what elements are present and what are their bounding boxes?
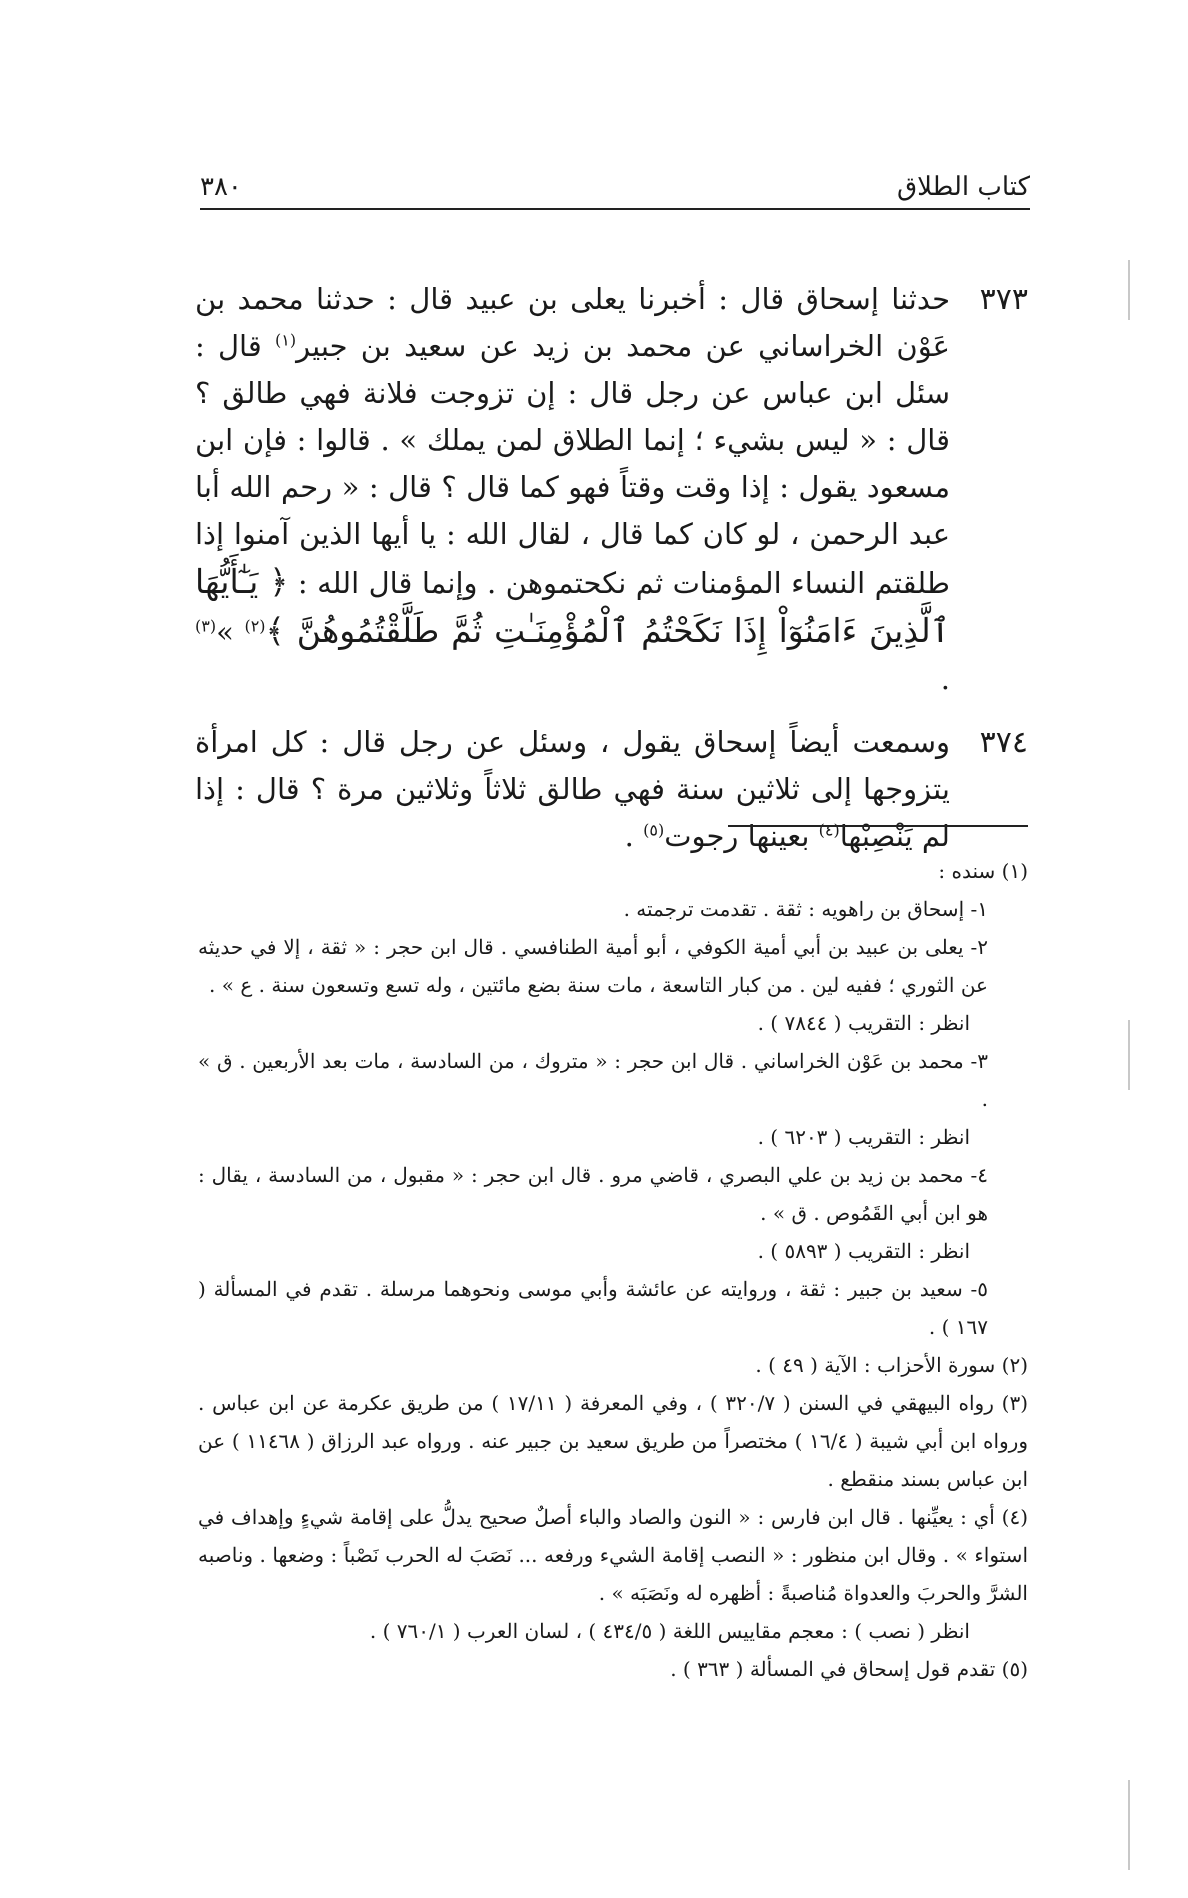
footnote-line: ١- إسحاق بن راهويه : ثقة . تقدمت ترجمته . <box>623 897 988 921</box>
paragraph-373 <box>195 276 1028 703</box>
book-title: كتاب الطلاق <box>896 172 1030 202</box>
running-header <box>200 168 1030 210</box>
footnote-ref: (٢) <box>244 616 266 636</box>
main-text <box>195 276 1028 860</box>
end-mark: . <box>624 819 644 853</box>
footnote-line: ٤- محمد بن زيد بن علي البصري ، قاضي مرو . قال ابن حجر : « مقبول ، من السادسة ، يقال : هو ابن أبي القَمُوص . ق » . <box>198 1163 988 1225</box>
paragraph-text: وسمعت أيضاً إسحاق يقول ، وسئل عن رجل قال : كل امرأة يتزوجها إلى ثلاثين سنة فهي طالق ثلاثاً وثلاثين مرة ؟ قال : إذا لم يَنْصِبْها <box>195 725 950 853</box>
closing-quote: » <box>216 615 245 649</box>
footnotes <box>198 852 1028 1688</box>
paragraph-number: ٣٧٣ <box>979 282 1028 317</box>
footnote-line: انظر : التقريب ( ٥٨٩٣ ) . <box>757 1239 970 1263</box>
footnote-line: (٢) سورة الأحزاب : الآية ( ٤٩ ) . <box>755 1353 1028 1377</box>
paragraph-number: ٣٧٤ <box>979 725 1028 760</box>
footnote-line: ٣- محمد بن عَوْن الخراساني . قال ابن حجر : « متروك ، من السادسة ، مات بعد الأربعين . ق » . <box>198 1049 988 1111</box>
margin-mark <box>1128 1020 1130 1090</box>
footnote-line: (١) سنده : <box>938 859 1028 883</box>
footnote-line: انظر : التقريب ( ٦٢٠٣ ) . <box>757 1125 970 1149</box>
footnote-line: ٥- سعيد بن جبير : ثقة ، وروايته عن عائشة وأبي موسى ونحوهما مرسلة . تقدم في المسألة ( ١٦٧ ) . <box>198 1277 988 1339</box>
footnote-ref: (٤) <box>818 820 840 840</box>
footnote-line: ٢- يعلى بن عبيد بن أبي أمية الكوفي ، أبو أمية الطنافسي . قال ابن حجر : « ثقة ، إلا في حديثه عن الثوري ؛ ففيه لين . من كبار التاسعة ، مات سنة بضع مائتين ، وله تسع وتسعون سنة . ع » . <box>198 935 988 997</box>
footnote-ref: (١) <box>274 330 297 350</box>
margin-mark <box>1128 260 1130 320</box>
footnote-line: انظر ( نصب ) : معجم مقاييس اللغة ( ٤٣٤/٥ ) ، لسان العرب ( ٧٦٠/١ ) . <box>369 1619 970 1643</box>
footnote-separator <box>728 825 1028 827</box>
footnote-ref: (٥) <box>643 820 665 840</box>
page-number: ٣٨٠ <box>200 172 242 202</box>
footnote-line: (٤) أي : يعيِّنها . قال ابن فارس : « النون والصاد والباء أصلٌ صحيح يدلُّ على إقامة شيءٍ وإهداف في استواء » . وقال ابن منظور : « النصب إقامة الشيء ورفعه ... نَصَبَ له الحرب نَصْباً : وضعها . وناصبه الشرَّ والحربَ والعدواة مُناصبةً : أظهره له ونَصَبَه » . <box>198 1505 1029 1605</box>
margin-mark <box>1128 1780 1130 1870</box>
end-mark: . <box>940 662 950 696</box>
paragraph-374 <box>195 719 1028 860</box>
paragraph-text: قال : سئل ابن عباس عن رجل قال : إن تزوجت فلانة فهي طالق ؟ قال : « ليس بشيء ؛ إنما الطلاق لمن يملك » . قالوا : فإن ابن مسعود يقول : إذا وقت وقتاً فهو كما قال ؟ قال : « رحم الله أبا عبد الرحمن ، لو كان كما قال ، لقال الله : يا أيها الذين آمنوا إذا طلقتم النساء المؤمنات ثم نكحتموهن . وإنما قال الله : <box>195 329 950 600</box>
quran-verse: ﴿ يَـٰٓأَيُّهَا ٱلَّذِينَ ءَامَنُوٓاْ إِذَا نَكَحْتُمُ ٱلْمُؤْمِنَـٰتِ ثُمَّ طَلَّقْتُمُوهُنَّ ﴾ <box>195 562 950 650</box>
paragraph-text: بعينها رجوت <box>664 819 819 853</box>
footnote-line: (٣) رواه البيهقي في السنن ( ٣٢٠/٧ ) ، وفي المعرفة ( ١٧/١١ ) من طريق عكرمة عن ابن عباس . ورواه ابن أبي شيبة ( ١٦/٤ ) مختصراً من طريق سعيد بن جبير عنه . ورواه عبد الرزاق ( ١١٤٦٨ ) عن ابن عباس بسند منقطع . <box>198 1391 1029 1491</box>
footnote-ref: (٣) <box>195 616 217 636</box>
footnote-line: انظر : التقريب ( ٧٨٤٤ ) . <box>757 1011 970 1035</box>
paragraph-text: حدثنا إسحاق قال : أخبرنا يعلى بن عبيد قال : حدثنا محمد بن عَوْن الخراساني عن محمد بن زيد عن سعيد بن جبير <box>195 282 950 363</box>
footnote-line: (٥) تقدم قول إسحاق في المسألة ( ٣٦٣ ) . <box>670 1657 1028 1681</box>
